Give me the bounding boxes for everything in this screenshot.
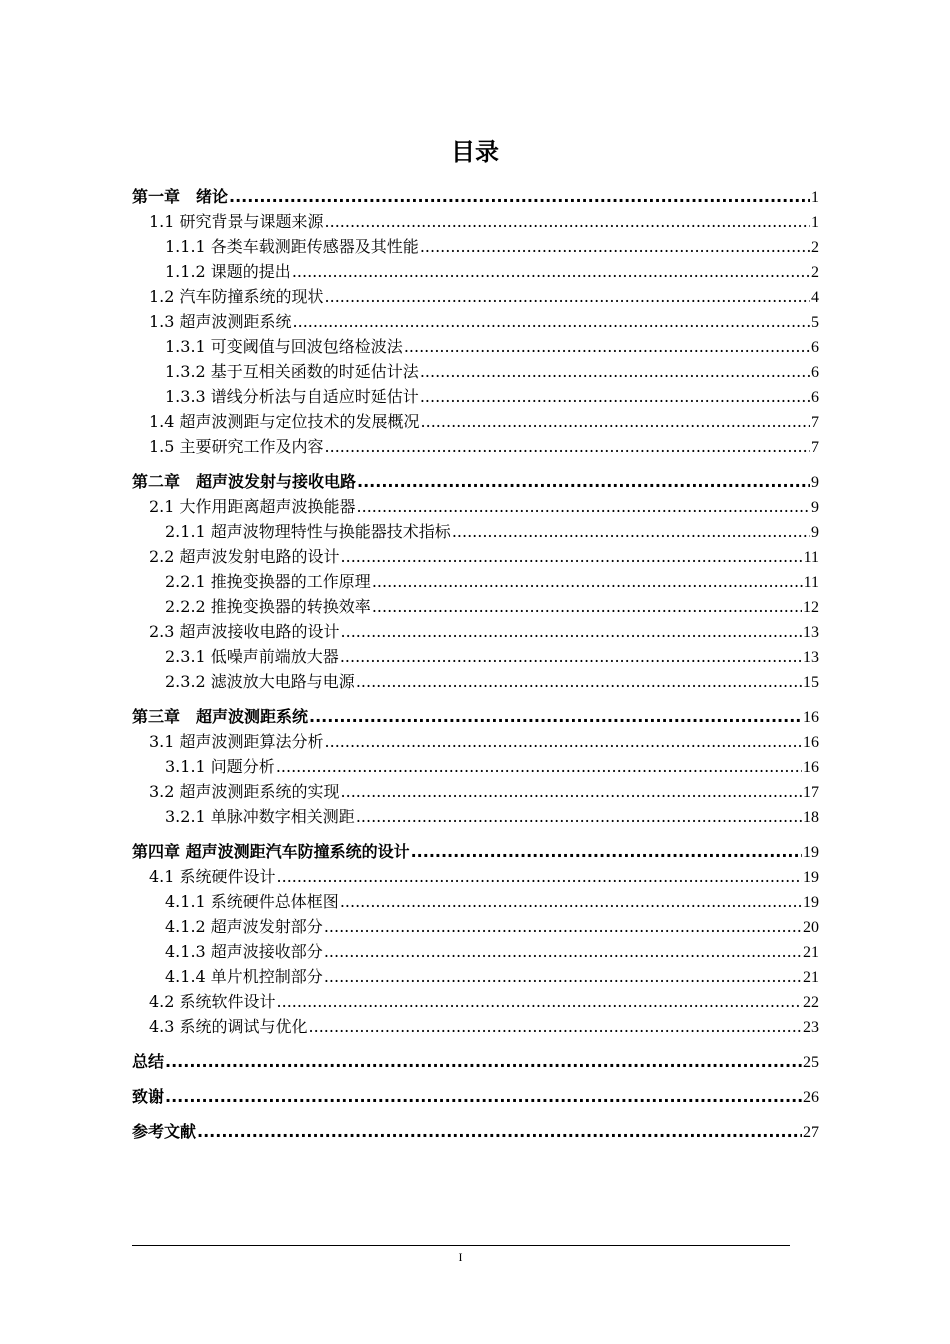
toc-entry-label: 致谢 <box>132 1087 165 1106</box>
toc-entry-page: 19 <box>803 844 819 861</box>
toc-entry-page: 9 <box>811 499 819 516</box>
toc-entry-page: 27 <box>803 1124 819 1141</box>
toc-entry-label: 1.3.2 基于互相关函数的时延估计法 <box>165 362 419 381</box>
chapter-gap <box>132 829 819 839</box>
toc-entry-label: 第四章 超声波测距汽车防撞系统的设计 <box>132 842 410 861</box>
toc-subsection-entry[interactable] <box>132 259 819 284</box>
toc-entry-label: 1.1 研究背景与课题来源 <box>149 212 324 231</box>
toc-entry-page: 2 <box>811 264 819 281</box>
toc-chapter-entry[interactable] <box>132 839 819 864</box>
toc-subsection-entry[interactable] <box>132 964 819 989</box>
toc-dot-leader <box>372 569 803 594</box>
toc-entry-label: 3.1.1 问题分析 <box>165 757 275 776</box>
toc-dot-leader <box>420 234 810 259</box>
toc-entry-page: 9 <box>811 474 819 491</box>
toc-chapter-entry[interactable] <box>132 184 819 209</box>
toc-dot-leader <box>356 804 802 829</box>
toc-dot-leader <box>324 964 802 989</box>
chapter-gap <box>132 1074 819 1084</box>
toc-entry-page: 13 <box>803 649 819 666</box>
toc-entry-page: 1 <box>811 189 819 206</box>
toc-dot-leader <box>292 259 810 284</box>
toc-entry-page: 16 <box>803 759 819 776</box>
toc-entry-label: 1.4 超声波测距与定位技术的发展概况 <box>149 412 420 431</box>
toc-dot-leader <box>324 939 802 964</box>
toc-entry-page: 11 <box>803 574 819 591</box>
toc-entry-label: 4.1.1 系统硬件总体框图 <box>165 892 339 911</box>
toc-dot-leader <box>421 409 810 434</box>
chapter-gap <box>132 694 819 704</box>
toc-entry-page: 21 <box>803 944 819 961</box>
toc-dot-leader <box>309 704 802 729</box>
toc-subsection-entry[interactable] <box>132 359 819 384</box>
toc-entry-label: 2.1.1 超声波物理特性与换能器技术指标 <box>165 522 451 541</box>
toc-section-entry[interactable] <box>132 434 819 459</box>
toc-entry-label: 4.3 系统的调试与优化 <box>149 1017 308 1036</box>
toc-chapter-entry[interactable] <box>132 1119 819 1144</box>
toc-dot-leader <box>420 359 810 384</box>
toc-entry-page: 16 <box>803 734 819 751</box>
toc-entry-page: 6 <box>811 389 819 406</box>
toc-dot-leader <box>165 1084 802 1109</box>
toc-dot-leader <box>452 519 810 544</box>
toc-entry-label: 1.1.2 课题的提出 <box>165 262 291 281</box>
toc-chapter-entry[interactable] <box>132 469 819 494</box>
toc-dot-leader <box>325 729 802 754</box>
toc-entry-page: 2 <box>811 239 819 256</box>
toc-dot-leader <box>325 284 810 309</box>
toc-subsection-entry[interactable] <box>132 914 819 939</box>
toc-subsection-entry[interactable] <box>132 669 819 694</box>
toc-entry-page: 1 <box>811 214 819 231</box>
toc-entry-page: 6 <box>811 364 819 381</box>
toc-dot-leader <box>341 619 802 644</box>
toc-entry-label: 第一章 绪论 <box>132 187 229 206</box>
toc-entry-page: 11 <box>803 549 819 566</box>
toc-section-entry[interactable] <box>132 779 819 804</box>
toc-entry-label: 参考文献 <box>132 1122 197 1141</box>
toc-entry-page: 7 <box>811 414 819 431</box>
toc-section-entry[interactable] <box>132 494 819 519</box>
toc-section-entry[interactable] <box>132 619 819 644</box>
toc-subsection-entry[interactable] <box>132 594 819 619</box>
toc-subsection-entry[interactable] <box>132 334 819 359</box>
toc-dot-leader <box>325 434 810 459</box>
toc-entry-label: 3.2.1 单脉冲数字相关测距 <box>165 807 355 826</box>
toc-section-entry[interactable] <box>132 209 819 234</box>
toc-entry-label: 2.3 超声波接收电路的设计 <box>149 622 340 641</box>
toc-subsection-entry[interactable] <box>132 754 819 779</box>
toc-section-entry[interactable] <box>132 729 819 754</box>
toc-entry-label: 2.3.1 低噪声前端放大器 <box>165 647 339 666</box>
toc-section-entry[interactable] <box>132 409 819 434</box>
toc-entry-label: 4.1.2 超声波发射部分 <box>165 917 323 936</box>
toc-dot-leader <box>324 914 802 939</box>
toc-subsection-entry[interactable] <box>132 384 819 409</box>
toc-dot-leader <box>165 1049 802 1074</box>
toc-subsection-entry[interactable] <box>132 234 819 259</box>
toc-entry-page: 4 <box>811 289 819 306</box>
toc-dot-leader <box>357 494 810 519</box>
toc-subsection-entry[interactable] <box>132 519 819 544</box>
toc-chapter-entry[interactable] <box>132 1084 819 1109</box>
toc-dot-leader <box>340 644 802 669</box>
toc-entry-page: 9 <box>811 524 819 541</box>
toc-entry-label: 2.2.2 推挽变换器的转换效率 <box>165 597 371 616</box>
table-of-contents <box>132 184 819 1144</box>
toc-section-entry[interactable] <box>132 309 819 334</box>
toc-dot-leader <box>277 989 802 1014</box>
toc-entry-label: 1.2 汽车防撞系统的现状 <box>149 287 324 306</box>
toc-entry-label: 2.2 超声波发射电路的设计 <box>149 547 340 566</box>
toc-entry-label: 3.1 超声波测距算法分析 <box>149 732 324 751</box>
toc-entry-label: 4.1 系统硬件设计 <box>149 867 276 886</box>
toc-dot-leader <box>357 469 810 494</box>
toc-entry-page: 5 <box>811 314 819 331</box>
toc-title: 目录 <box>451 138 499 166</box>
chapter-gap <box>132 1039 819 1049</box>
chapter-gap <box>132 459 819 469</box>
toc-section-entry[interactable] <box>132 284 819 309</box>
toc-chapter-entry[interactable] <box>132 1049 819 1074</box>
footer-divider <box>132 1245 790 1246</box>
toc-dot-leader <box>276 754 802 779</box>
toc-section-entry[interactable] <box>132 544 819 569</box>
toc-entry-page: 21 <box>803 969 819 986</box>
toc-dot-leader <box>372 594 802 619</box>
toc-entry-page: 20 <box>803 919 819 936</box>
toc-dot-leader <box>309 1014 802 1039</box>
toc-entry-label: 3.2 超声波测距系统的实现 <box>149 782 340 801</box>
toc-dot-leader <box>340 889 802 914</box>
toc-dot-leader <box>420 384 810 409</box>
toc-entry-page: 7 <box>811 439 819 456</box>
toc-entry-page: 12 <box>803 599 819 616</box>
toc-subsection-entry[interactable] <box>132 804 819 829</box>
toc-entry-label: 1.3.1 可变阈值与回波包络检波法 <box>165 337 403 356</box>
toc-entry-label: 2.2.1 推挽变换器的工作原理 <box>165 572 371 591</box>
toc-dot-leader <box>325 209 810 234</box>
toc-entry-page: 19 <box>803 894 819 911</box>
toc-section-entry[interactable] <box>132 1014 819 1039</box>
toc-dot-leader <box>341 544 803 569</box>
toc-dot-leader <box>293 309 810 334</box>
toc-entry-label: 4.1.3 超声波接收部分 <box>165 942 323 961</box>
toc-entry-page: 26 <box>803 1089 819 1106</box>
toc-dot-leader <box>411 839 802 864</box>
toc-entry-page: 16 <box>803 709 819 726</box>
toc-entry-label: 1.3 超声波测距系统 <box>149 312 292 331</box>
chapter-gap <box>132 1109 819 1119</box>
toc-section-entry[interactable] <box>132 864 819 889</box>
toc-entry-page: 13 <box>803 624 819 641</box>
toc-subsection-entry[interactable] <box>132 939 819 964</box>
toc-entry-label: 4.1.4 单片机控制部分 <box>165 967 323 986</box>
toc-chapter-entry[interactable] <box>132 704 819 729</box>
toc-entry-label: 2.3.2 滤波放大电路与电源 <box>165 672 355 691</box>
toc-entry-page: 15 <box>803 674 819 691</box>
toc-entry-label: 2.1 大作用距离超声波换能器 <box>149 497 356 516</box>
toc-dot-leader <box>341 779 802 804</box>
toc-entry-label: 1.1.1 各类车载测距传感器及其性能 <box>165 237 419 256</box>
toc-entry-page: 19 <box>803 869 819 886</box>
toc-dot-leader <box>197 1119 802 1144</box>
toc-entry-label: 1.5 主要研究工作及内容 <box>149 437 324 456</box>
toc-dot-leader <box>356 669 802 694</box>
toc-section-entry[interactable] <box>132 989 819 1014</box>
toc-entry-label: 第三章 超声波测距系统 <box>132 707 309 726</box>
toc-entry-label: 1.3.3 谱线分析法与自适应时延估计 <box>165 387 419 406</box>
toc-entry-label: 第二章 超声波发射与接收电路 <box>132 472 357 491</box>
toc-entry-page: 22 <box>803 994 819 1011</box>
toc-entry-page: 6 <box>811 339 819 356</box>
toc-subsection-entry[interactable] <box>132 889 819 914</box>
toc-entry-page: 17 <box>803 784 819 801</box>
toc-entry-label: 总结 <box>132 1052 165 1071</box>
toc-entry-page: 23 <box>803 1019 819 1036</box>
toc-entry-label: 4.2 系统软件设计 <box>149 992 276 1011</box>
toc-entry-page: 18 <box>803 809 819 826</box>
footer-page-number: I <box>458 1250 463 1264</box>
toc-entry-page: 25 <box>803 1054 819 1071</box>
toc-subsection-entry[interactable] <box>132 569 819 594</box>
toc-dot-leader <box>229 184 810 209</box>
toc-dot-leader <box>277 864 802 889</box>
toc-subsection-entry[interactable] <box>132 644 819 669</box>
toc-dot-leader <box>404 334 810 359</box>
